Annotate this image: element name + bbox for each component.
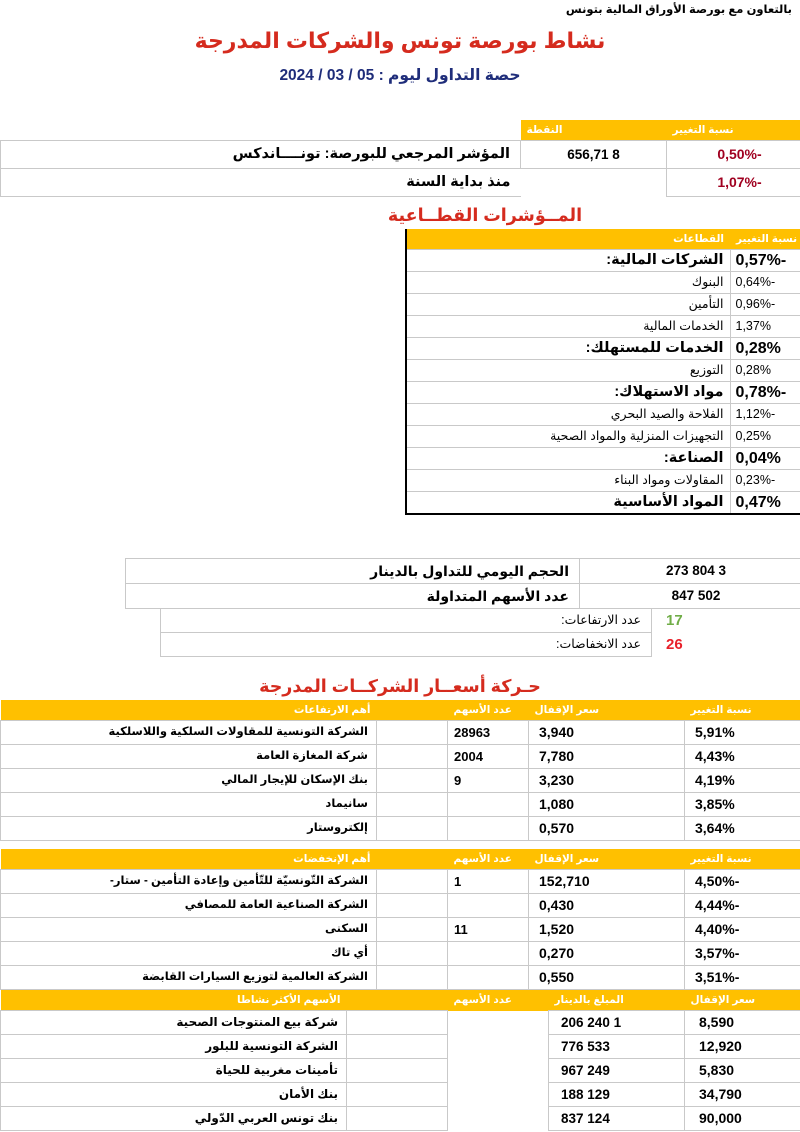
- table-row: [406, 250, 800, 272]
- table-row: [161, 609, 800, 633]
- sector-name-3: الخدمات المالية: [406, 316, 730, 338]
- losers-gap-3: [377, 942, 448, 966]
- top-gainers-table: [0, 700, 800, 841]
- table-row: [1, 1059, 800, 1083]
- sector-col-change: نسبة التغيير: [730, 229, 800, 250]
- active-col-qty: عدد الأسهم: [448, 990, 549, 1011]
- losers-qty-2: 11: [448, 918, 529, 942]
- losers-gap-1: [377, 894, 448, 918]
- table-row: [406, 360, 800, 382]
- active-name-0: شركة بيع المنتوجات الصحية: [1, 1011, 347, 1035]
- daily-volume-value: 3 804 273: [580, 559, 800, 584]
- market-stats-table: [125, 558, 800, 609]
- table-row: [161, 633, 800, 657]
- losers-name-2: السكنى: [1, 918, 377, 942]
- gainers-name-1: شركة المغازة العامة: [1, 745, 377, 769]
- active-gap-3: [347, 1083, 448, 1107]
- losers-col-price: سعر الإقفال: [529, 849, 685, 870]
- gainers-name-4: إلكتروستار: [1, 817, 377, 841]
- losers-name-3: أي تاك: [1, 942, 377, 966]
- losers-gap-0: [377, 870, 448, 894]
- losers-change-2: -4,40%: [685, 918, 800, 942]
- active-amount-1: 533 776: [549, 1035, 685, 1059]
- sector-name-0: الشركات المالية:: [406, 250, 730, 272]
- losers-qty-3: [448, 942, 529, 966]
- sector-name-1: البنوك: [406, 272, 730, 294]
- active-price-0: 8,590: [685, 1011, 800, 1035]
- counts-table: [160, 608, 800, 657]
- active-header-row: [1, 990, 800, 1011]
- losers-price-2: 1,520: [529, 918, 685, 942]
- active-name-3: بنك الأمان: [1, 1083, 347, 1107]
- index-table: [0, 120, 800, 197]
- gainers-change-4: 3,64%: [685, 817, 800, 841]
- declines-label: عدد الانخفاضات:: [161, 633, 652, 657]
- table-row: [406, 294, 800, 316]
- gainers-price-0: 3,940: [529, 721, 685, 745]
- advances-declines-table: [160, 608, 800, 657]
- top-losers-table: [0, 849, 800, 990]
- active-gap-2: [347, 1059, 448, 1083]
- sector-change-11: 0,47%: [730, 492, 800, 515]
- gainers-gap-0: [377, 721, 448, 745]
- daily-volume-label: الحجم اليومي للتداول بالدينار: [126, 559, 580, 584]
- gainers-gap-1: [377, 745, 448, 769]
- gainers-price-1: 7,780: [529, 745, 685, 769]
- table-row: [1, 1011, 800, 1035]
- gainers-change-0: 5,91%: [685, 721, 800, 745]
- most-active-table: [0, 990, 800, 1131]
- losers-qty-4: [448, 966, 529, 990]
- benchmark-index-table: [0, 120, 800, 197]
- gainers-qty-1: 2004: [448, 745, 529, 769]
- gainers-qty-2: 9: [448, 769, 529, 793]
- table-row: [406, 426, 800, 448]
- gainers-qty-3: [448, 793, 529, 817]
- index-col-change: نسبة التغيير: [667, 120, 800, 141]
- active-price-2: 5,830: [685, 1059, 800, 1083]
- gainers-name-3: سانيماد: [1, 793, 377, 817]
- active-amount-4: 124 837: [549, 1107, 685, 1131]
- sector-name-4: الخدمات للمستهلك:: [406, 338, 730, 360]
- table-row: [1, 745, 800, 769]
- index-change-1: -1,07%: [667, 169, 800, 197]
- session-date: حصة التداول ليوم : 05 / 03 / 2024: [279, 67, 521, 84]
- table-row: [1, 870, 800, 894]
- sector-change-2: -0,96%: [730, 294, 800, 316]
- sector-name-7: الفلاحة والصيد البحري: [406, 404, 730, 426]
- losers-table: [0, 849, 800, 990]
- gainers-table: [0, 700, 800, 841]
- losers-name-4: الشركة العالمية لتوزيع السيارات القابضة: [1, 966, 377, 990]
- sector-change-0: -0,57%: [730, 250, 800, 272]
- table-row: [406, 338, 800, 360]
- losers-col-change: نسبة التغيير: [685, 849, 800, 870]
- table-row: [1, 894, 800, 918]
- gainers-change-3: 3,85%: [685, 793, 800, 817]
- losers-name-0: الشركة التّونسيّة للتّأمين وإعادة التأمين - ستار-: [1, 870, 377, 894]
- active-qty-0: [448, 1011, 549, 1035]
- gainers-price-4: 0,570: [529, 817, 685, 841]
- table-row: [1, 169, 800, 197]
- page-title: نشاط بورصة تونس والشركات المدرجة: [194, 28, 606, 53]
- losers-name-1: الشركة الصناعية العامة للمصافي: [1, 894, 377, 918]
- table-row: [1, 141, 800, 169]
- sector-section-title: المــؤشرات القطــاعية: [387, 205, 583, 225]
- table-row: [1, 721, 800, 745]
- losers-table-body: [1, 870, 800, 990]
- table-row: [406, 492, 800, 515]
- cooperation-note: بالتعاون مع بورصة الأوراق المالية بتونس: [565, 4, 792, 16]
- sector-name-10: المقاولات ومواد البناء: [406, 470, 730, 492]
- losers-col-name: أهم الإنخفضات: [1, 849, 377, 870]
- active-name-4: بنك تونس العربي الدّولي: [1, 1107, 347, 1131]
- gainers-name-0: الشركة التونسية للمقاولات السلكية واللاسلكية: [1, 721, 377, 745]
- table-row: [406, 272, 800, 294]
- index-header-row: [1, 120, 800, 141]
- gainers-col-change: نسبة التغيير: [685, 700, 800, 721]
- losers-price-4: 0,550: [529, 966, 685, 990]
- losers-change-1: -4,44%: [685, 894, 800, 918]
- active-col-price: سعر الإقفال: [685, 990, 800, 1011]
- sector-name-8: التجهيزات المنزلية والمواد الصحية: [406, 426, 730, 448]
- gainers-gap-3: [377, 793, 448, 817]
- sector-header-row: [406, 229, 800, 250]
- advances-label: عدد الارتفاعات:: [161, 609, 652, 633]
- table-row: [406, 470, 800, 492]
- sector-change-1: -0,64%: [730, 272, 800, 294]
- gainers-change-1: 4,43%: [685, 745, 800, 769]
- sector-change-5: 0,28%: [730, 360, 800, 382]
- table-row: [1, 918, 800, 942]
- advances-count: 17: [666, 612, 683, 629]
- active-gap-4: [347, 1107, 448, 1131]
- index-col-point: النقطة: [521, 120, 667, 141]
- active-qty-4: [448, 1107, 549, 1131]
- sector-change-8: 0,25%: [730, 426, 800, 448]
- index-point-0: 8 656,71: [521, 141, 667, 169]
- gainers-gap-4: [377, 817, 448, 841]
- declines-count: 26: [666, 636, 683, 653]
- active-gap-1: [347, 1035, 448, 1059]
- losers-gap-4: [377, 966, 448, 990]
- losers-qty-0: 1: [448, 870, 529, 894]
- table-row: [126, 559, 800, 584]
- active-amount-3: 129 188: [549, 1083, 685, 1107]
- losers-change-3: -3,57%: [685, 942, 800, 966]
- gainers-name-2: بنك الإسكان للإيجار المالي: [1, 769, 377, 793]
- index-label-1: منذ بداية السنة: [1, 169, 521, 197]
- sector-indices-table: [405, 229, 800, 515]
- active-col-name: الأسهم الأكثر نشاطا: [1, 990, 347, 1011]
- gainers-price-3: 1,080: [529, 793, 685, 817]
- losers-header-row: [1, 849, 800, 870]
- sector-name-6: مواد الاستهلاك:: [406, 382, 730, 404]
- active-price-4: 90,000: [685, 1107, 800, 1131]
- gainers-col-price: سعر الإقفال: [529, 700, 685, 721]
- sector-change-4: 0,28%: [730, 338, 800, 360]
- losers-change-0: -4,50%: [685, 870, 800, 894]
- table-row: [1, 942, 800, 966]
- shares-traded-value: 502 847: [580, 584, 800, 609]
- table-row: [1, 1083, 800, 1107]
- gainers-col-gap: [377, 700, 448, 721]
- sector-change-3: 1,37%: [730, 316, 800, 338]
- table-row: [1, 817, 800, 841]
- sector-change-9: 0,04%: [730, 448, 800, 470]
- table-row: [406, 316, 800, 338]
- losers-price-1: 0,430: [529, 894, 685, 918]
- active-name-1: الشركة التونسية للبلور: [1, 1035, 347, 1059]
- losers-gap-2: [377, 918, 448, 942]
- gainers-table-body: [1, 721, 800, 841]
- active-name-2: تأمينات مغربية للحياة: [1, 1059, 347, 1083]
- sector-change-10: -0,23%: [730, 470, 800, 492]
- active-price-3: 34,790: [685, 1083, 800, 1107]
- active-amount-0: 1 240 206: [549, 1011, 685, 1035]
- gainers-change-2: 4,19%: [685, 769, 800, 793]
- table-row: [1, 1107, 800, 1131]
- index-label-0: المؤشر المرجعي للبورصة: تونــــاندكس: [1, 141, 521, 169]
- gainers-price-2: 3,230: [529, 769, 685, 793]
- active-gap-0: [347, 1011, 448, 1035]
- table-row: [1, 769, 800, 793]
- sector-name-9: الصناعة:: [406, 448, 730, 470]
- table-row: [406, 448, 800, 470]
- stats-table: [125, 558, 800, 609]
- gainers-header-row: [1, 700, 800, 721]
- table-row: [1, 1035, 800, 1059]
- sector-name-11: المواد الأساسية: [406, 492, 730, 515]
- active-price-1: 12,920: [685, 1035, 800, 1059]
- table-row: [406, 404, 800, 426]
- table-row: [126, 584, 800, 609]
- index-change-0: -0,50%: [667, 141, 800, 169]
- losers-col-qty: عدد الأسهم: [448, 849, 529, 870]
- losers-qty-1: [448, 894, 529, 918]
- active-col-amount: المبلغ بالدينار: [549, 990, 685, 1011]
- sector-col-name: القطاعات: [406, 229, 730, 250]
- active-col-gap: [347, 990, 448, 1011]
- gainers-gap-2: [377, 769, 448, 793]
- active-qty-3: [448, 1083, 549, 1107]
- table-row: [1, 793, 800, 817]
- prices-section-title: حـركة أسعــار الشركــات المدرجة: [259, 676, 541, 696]
- sector-change-6: -0,78%: [730, 382, 800, 404]
- gainers-col-qty: عدد الأسهم: [448, 700, 529, 721]
- gainers-col-name: أهم الارتفاعات: [1, 700, 377, 721]
- active-qty-2: [448, 1059, 549, 1083]
- sector-table: [405, 229, 800, 515]
- active-table: [0, 990, 800, 1131]
- active-qty-1: [448, 1035, 549, 1059]
- losers-change-4: -3,51%: [685, 966, 800, 990]
- losers-col-gap: [377, 849, 448, 870]
- gainers-qty-4: [448, 817, 529, 841]
- index-point-1: [521, 169, 667, 197]
- table-row: [406, 382, 800, 404]
- shares-traded-label: عدد الأسهم المتداولة: [126, 584, 580, 609]
- table-row: [1, 966, 800, 990]
- active-table-body: [1, 1011, 800, 1131]
- gainers-qty-0: 28963: [448, 721, 529, 745]
- losers-price-3: 0,270: [529, 942, 685, 966]
- sector-name-2: التأمين: [406, 294, 730, 316]
- index-col-spacer: [1, 120, 521, 141]
- active-amount-2: 249 967: [549, 1059, 685, 1083]
- sector-change-7: -1,12%: [730, 404, 800, 426]
- losers-price-0: 152,710: [529, 870, 685, 894]
- sector-name-5: التوزيع: [406, 360, 730, 382]
- sector-table-body: [406, 250, 800, 515]
